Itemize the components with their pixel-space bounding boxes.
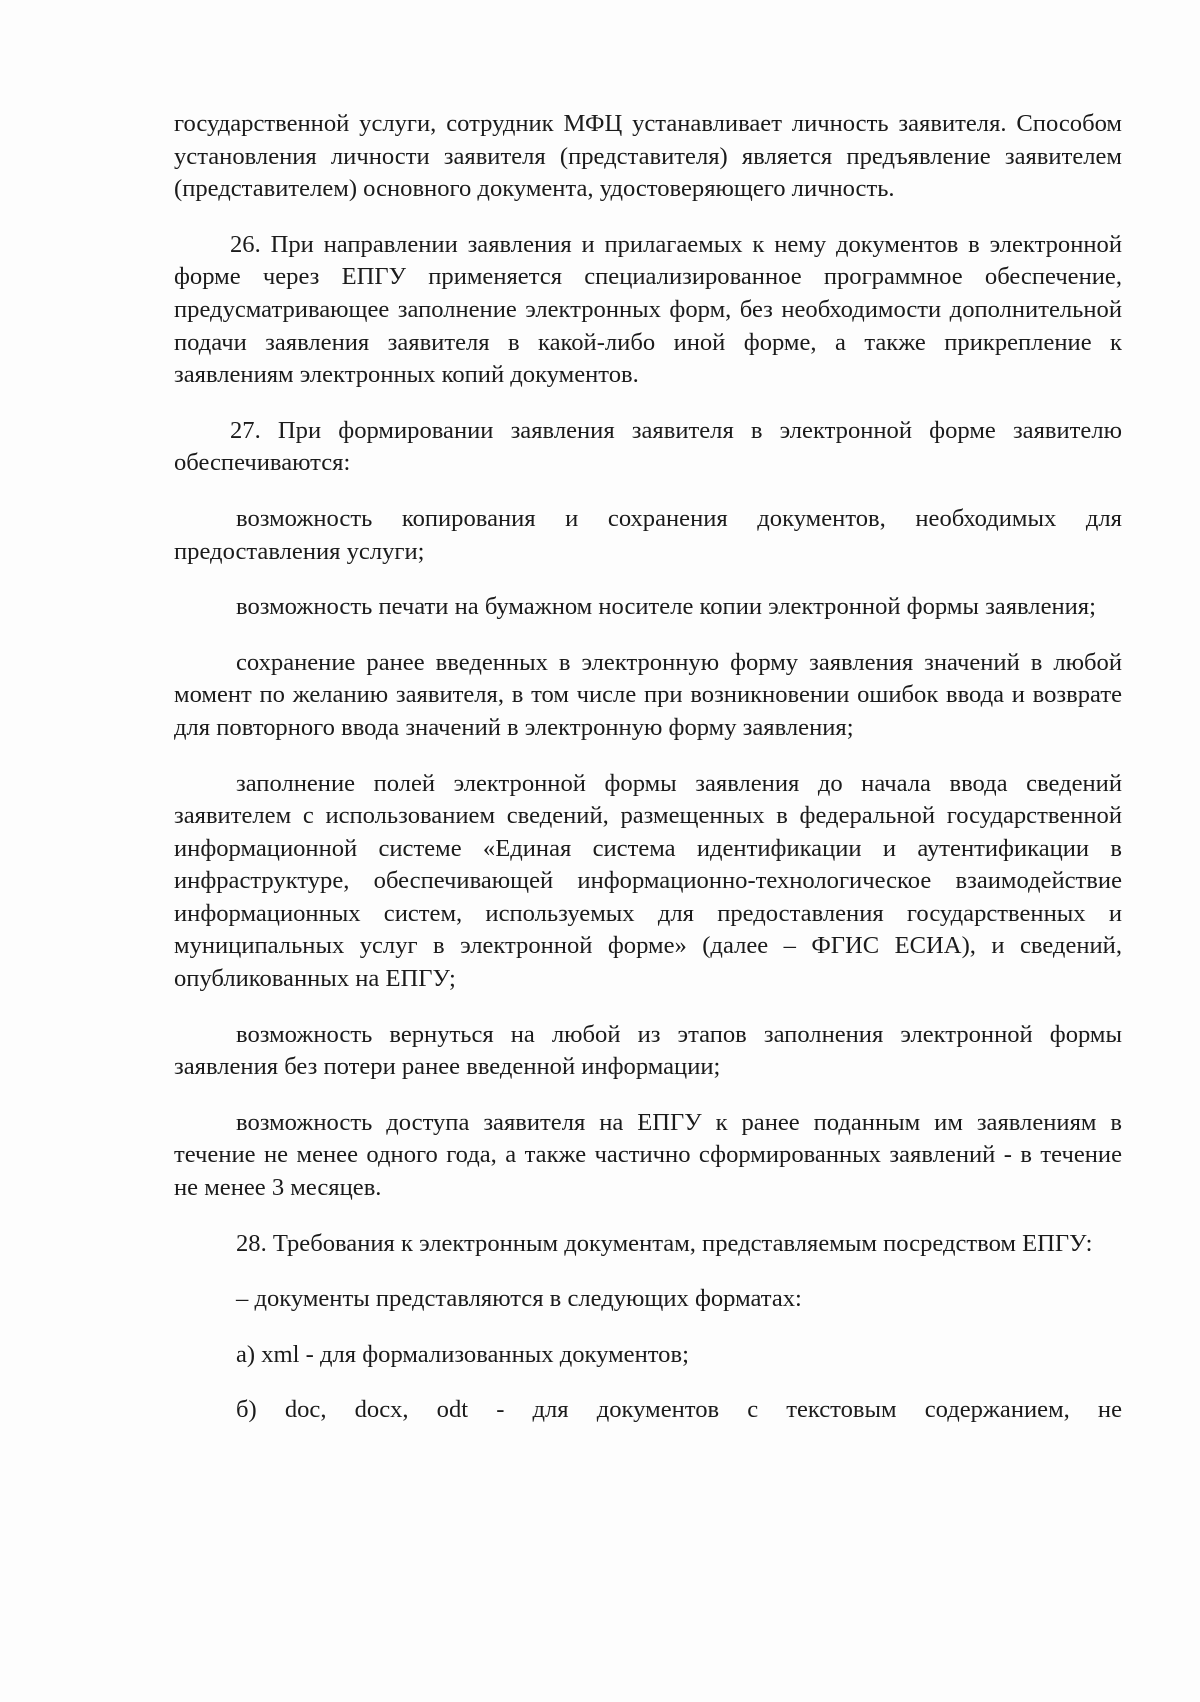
list-item-prefill: заполнение полей электронной формы заявления до начала ввода сведений заявителем с использованием сведений, размещенных в федеральной государственной информационной системе «Единая система идентификации и аутентификации в инфраструктуре, обеспечивающей информационно-технологическое взаимодействие информационных систем, используемых для предоставления государственных и муниципальных услуг в электронной форме» (далее – ФГИС ЕСИА), и сведений, опубликованных на ЕПГУ; [174, 769, 1122, 993]
list-item-doc: б) doc, docx, odt - для документов с текстовым содержанием, не [236, 1396, 1122, 1424]
list-item-printing: возможность печати на бумажном носителе копии электронной формы заявления; [236, 593, 1096, 621]
list-item-access: возможность доступа заявителя на ЕПГУ к ранее поданным им заявлениям в течение не менее одного года, а также частично сформированных заявлений - в течение не менее 3 месяцев. [174, 1108, 1122, 1202]
list-item-xml: а) xml - для формализованных документов; [236, 1340, 689, 1368]
document-body [174, 108, 1122, 1427]
paragraph-continuation: государственной услуги, сотрудник МФЦ устанавливает личность заявителя. Способом установления личности заявителя (представителя) является предъявление заявителем (представителем) основного документа, удостоверяющего личность. [174, 110, 1122, 203]
paragraph-28: 28. Требования к электронным документам, представляемым посредством ЕПГУ: [236, 1229, 1093, 1257]
list-item-return: возможность вернуться на любой из этапов заполнения электронной формы заявления без потери ранее введенной информации; [174, 1020, 1122, 1081]
list-item-copying: возможность копирования и сохранения документов, необходимых для предоставления услуги; [174, 504, 1122, 565]
list-item-saving: сохранение ранее введенных в электронную форму заявления значений в любой момент по желанию заявителя, в том числе при возникновении ошибок ввода и возврате для повторного ввода значений в электронную форму заявления; [174, 648, 1122, 741]
paragraph-26: 26. При направлении заявления и прилагаемых к нему документов в электронной форме через ЕПГУ применяется специализированное программное обеспечение, предусматривающее заполнение электронных форм, без необходимости дополнительной подачи заявления заявителя в какой-либо иной форме, а также прикрепление к заявлениям электронных копий документов. [174, 230, 1122, 389]
list-item-formats: – документы представляются в следующих форматах: [236, 1285, 802, 1313]
paragraph-27: 27. При формировании заявления заявителя в электронной форме заявителю обеспечиваются: [174, 416, 1122, 477]
